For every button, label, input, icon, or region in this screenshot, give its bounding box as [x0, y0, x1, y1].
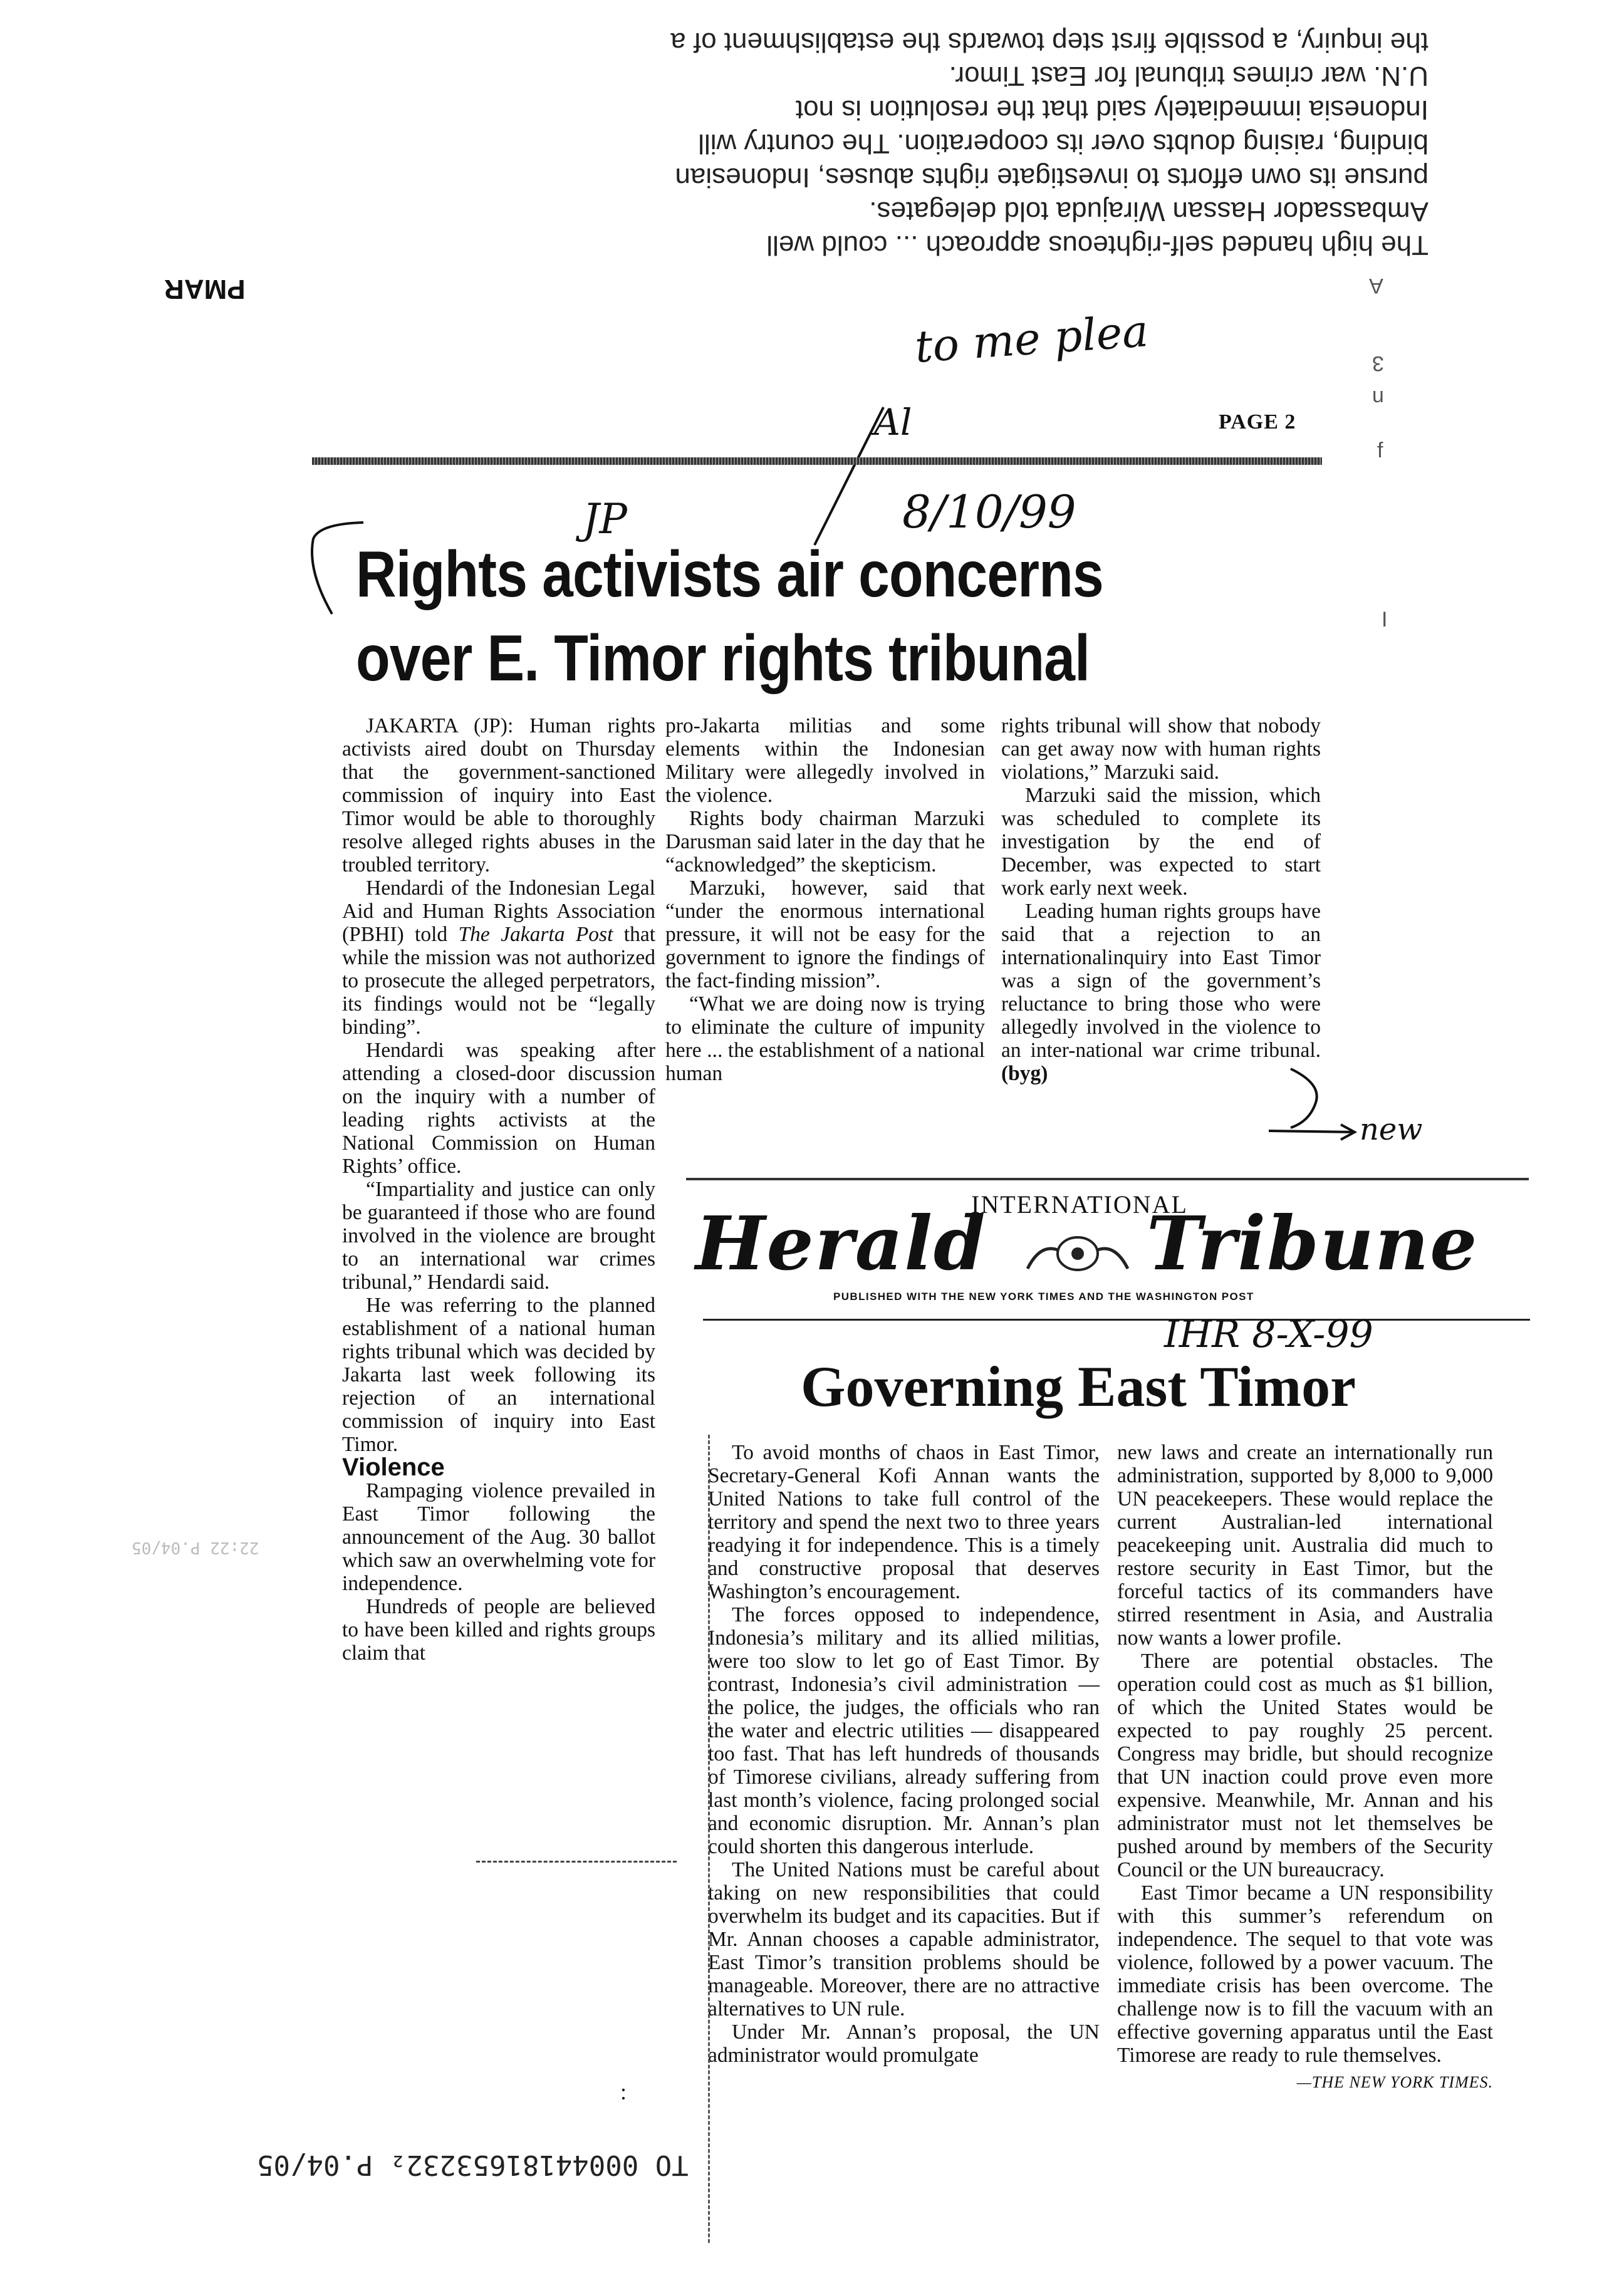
jp-headline [356, 533, 1197, 700]
paragraph: Hendardi was speaking after attending a closed-door discussion on the inquiry with a number of leading rights activists at the National Commission on Human Rights’ office. [342, 1039, 655, 1178]
iht-column-2 [1117, 1441, 1493, 2094]
paragraph: Marzuki, however, said that “under the enormous international pressure, it will not be easy for the government to ignore the findings of the fact-finding mission”. [665, 876, 985, 992]
page-label: PAGE 2 [1219, 410, 1296, 434]
paragraph: Hundreds of people are believed to have been killed and rights groups claim that [342, 1595, 655, 1665]
bleed-through-text [539, 25, 1429, 262]
handwritten-new: new [1360, 1112, 1423, 1147]
masthead-tribune: Tribune [1147, 1200, 1479, 1287]
jp-column-1 [342, 714, 655, 1665]
paragraph: JAKARTA (JP): Human rights activists aired doubt on Thursday that the government-sanctioned commission of inquiry into East Timor would be able to thoroughly resolve alleged rights abuses in the troubled territory. [342, 714, 655, 876]
paragraph: The forces opposed to independence, Indonesia’s military and its allied militias, were too slow to let go of East Timor. By contrast, Indonesia’s civil administration — the police, the judges, the officials who ran the water and electric utilities — disappeared too fast. That has left hundreds of thousands of Timorese civilians, already suffering from last month’s violence, facing prolonged social and economic disruption. Mr. Annan’s plan could shorten this dangerous interlude. [708, 1603, 1100, 1858]
paragraph [342, 876, 655, 1039]
cut-line [476, 1861, 677, 1863]
crest-icon [1015, 1225, 1140, 1275]
handwritten-initial: Al [874, 401, 912, 444]
publication-name: The Jakarta Post [458, 923, 613, 946]
masthead-herald: Herald [695, 1200, 987, 1287]
masthead-tagline: PUBLISHED WITH THE NEW YORK TIMES AND THE WASHINGTON POST [833, 1291, 1254, 1302]
credit-line: —THE NEW YORK TIMES. [1296, 2073, 1493, 2091]
margin-mark: n [1372, 386, 1384, 410]
paragraph: Under Mr. Annan’s proposal, the UN administrator would promulgate [708, 2020, 1100, 2067]
bleed-label: PMAR [164, 274, 246, 304]
paragraph: There are potential obstacles. The operation could cost as much as $1 billion, of which the United States would be expected to pay roughly 25 percent. Congress may bridle, but should recognize that UN inaction could prove even more expensive. Meanwhile, Mr. Annan and his administrator must not let themselves be pushed around by members of the Security Council or the UN bureaucracy. [1117, 1650, 1493, 1881]
paragraph: Rights body chairman Marzuki Darusman said later in the day that he “acknowledged” the skepticism. [665, 807, 985, 876]
handwritten-date: 8/10/99 [902, 486, 1076, 538]
bleed-line: Ambassador Hassan Wirajuda told delegates. [869, 196, 1429, 227]
bleed-line: binding, raising doubts over its cooperation. The country will [698, 128, 1429, 159]
paragraph [1001, 900, 1321, 1085]
paragraph: He was referring to the planned establishment of a national human rights tribunal which was decided by Jakarta last week following its rejection of an international commission of inquiry into East Timor. [342, 1294, 655, 1456]
bleed-line: The high handed self-righteous approach ... could well [766, 230, 1429, 261]
paragraph: “What we are doing now is trying to eliminate the culture of impunity here ... the establishment of a national human [665, 992, 985, 1085]
iht-column-1 [708, 1441, 1100, 2067]
margin-mark: 3 [1372, 351, 1384, 375]
subhead: Violence [342, 1453, 445, 1481]
handwritten-note: to me plea [913, 305, 1150, 373]
jp-headline-line: over E. Timor rights tribunal [356, 622, 1090, 695]
bleed-line: Indonesia immediately said that the resolution is not [795, 95, 1429, 125]
iht-headline: Governing East Timor [801, 1354, 1356, 1418]
masthead-rule [703, 1319, 1530, 1321]
byline: (byg) [1001, 1062, 1048, 1085]
handwritten-bracket [1284, 1065, 1328, 1134]
fax-footer: TO 00044181653232₂ P.04/05 [257, 2149, 689, 2181]
jp-headline-line: Rights activists air concerns [356, 538, 1103, 611]
margin-mark: f [1377, 439, 1383, 462]
paragraph: pro-Jakarta militias and some elements within the Indonesian Military were allegedly involved in the violence. [665, 714, 985, 807]
handwritten-source: JP [583, 495, 627, 543]
margin-mark: I [1382, 608, 1388, 632]
text-run: that while the mission was not authorized to prosecute the alleged perpetrators, its findings would not be “legally binding”. [342, 923, 655, 1039]
jp-column-2 [665, 714, 985, 1085]
iht-masthead [695, 1187, 1479, 1287]
handwritten-source-date: IHR 8-X-99 [1164, 1313, 1373, 1356]
jp-column-3 [1001, 714, 1321, 1085]
paragraph: East Timor became a UN responsibility with this summer’s referendum on independence. The sequel to that vote was violence, followed by a power vacuum. The immediate crisis has been overcome. The challenge now is to fill the vacuum with an effective governing apparatus until the East Timorese are ready to rule themselves. [1117, 1881, 1493, 2067]
text-run: Hendardi of the Indonesian Legal Aid and Human Rights Association (PBHI) told [342, 876, 655, 946]
text-run: Leading human rights groups have said that a rejection to an internationalinquiry into East Timor was a sign of the government’s reluctance to bring those who were allegedly involved in the violence to an inter-national war crime tribunal. [1001, 900, 1321, 1062]
bleed-line: the inquiry, a possible first step towards the establishment of a [670, 27, 1429, 58]
faint-stamp: 22:22 P.04/05 [132, 1538, 259, 1557]
paragraph: new laws and create an internationally run administration, supported by 8,000 to 9,000 UN peacekeepers. These would replace the current Australian-led international peacekeeping unit. Australia did much to restore security in East Timor, but the forceful tactics of its commanders have stirred resentment in Asia, and Australia now wants a lower profile. [1117, 1441, 1493, 1650]
header-rule [312, 457, 1322, 465]
handwritten-slash [802, 401, 890, 551]
paragraph: The United Nations must be careful about taking on new responsibilities that could overwhelm its budget and its capacities. But if Mr. Annan chooses a capable administrator, East Timor’s transition problems should be manageable. Moreover, there are no attractive alternatives to UN rule. [708, 1858, 1100, 2020]
margin-mark: A [1369, 274, 1383, 298]
paragraph: “Impartiality and justice can only be guaranteed if those who are found involved in the violence are brought to an international war crimes tribunal,” Hendardi said. [342, 1178, 655, 1294]
paragraph: Rampaging violence prevailed in East Timor following the announcement of the Aug. 30 ballot which saw an overwhelming vote for independence. [342, 1479, 655, 1595]
paragraph: Marzuki said the mission, which was scheduled to complete its investigation by the end of December, was expected to start work early next week. [1001, 784, 1321, 900]
masthead-international: INTERNATIONAL [971, 1190, 1188, 1219]
stray-mark: : [620, 2079, 627, 2104]
masthead-rule [686, 1178, 1529, 1180]
paragraph: rights tribunal will show that nobody can get away now with human rights violations,” Marzuki said. [1001, 714, 1321, 784]
paragraph: To avoid months of chaos in East Timor, Secretary-General Kofi Annan wants the United Nations to take full control of the territory and spend the next two to three years readying it for independence. This is a timely and constructive proposal that deserves Washington’s encouragement. [708, 1441, 1100, 1603]
cut-line [708, 1435, 710, 2243]
bleed-line: U.N. war crimes tribunal for East Timor. [949, 61, 1429, 91]
bleed-line: pursue its own efforts to investigate rights abuses, Indonesian [675, 162, 1429, 193]
